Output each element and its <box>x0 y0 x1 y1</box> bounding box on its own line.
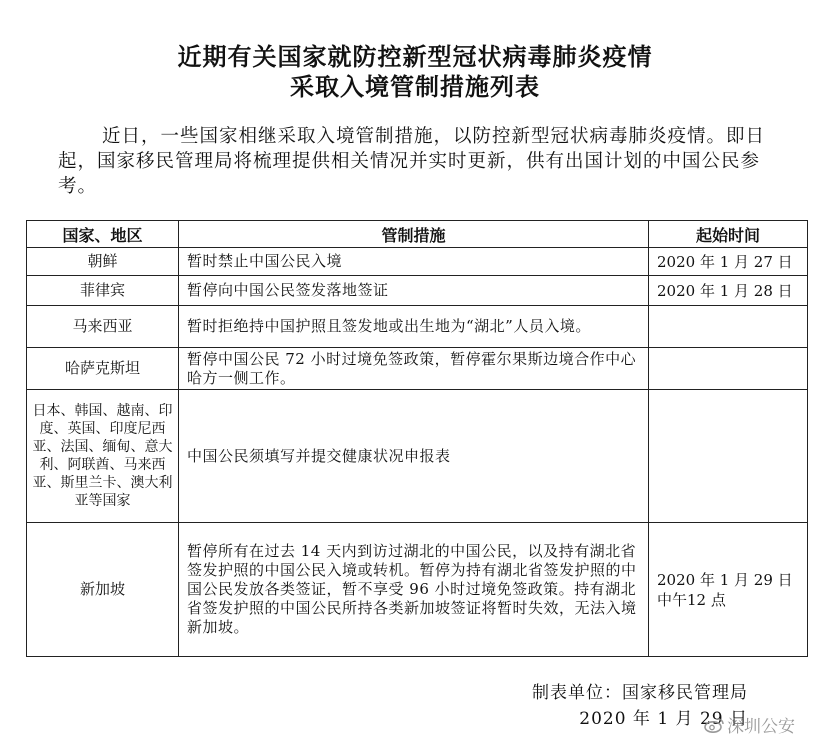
cell-date <box>649 306 808 348</box>
document-title <box>0 42 830 102</box>
header-measure: 管制措施 <box>179 221 649 248</box>
cell-measure: 暂时拒绝持中国护照且签发地或出生地为“湖北”人员入境。 <box>179 306 649 348</box>
cell-country: 菲律宾 <box>27 276 179 306</box>
cell-country: 哈萨克斯坦 <box>27 348 179 390</box>
footer-date: 2020 年 1 月 29 日 <box>579 709 748 729</box>
weibo-icon <box>704 717 724 733</box>
intro-paragraph <box>58 124 780 199</box>
table-row <box>27 390 808 523</box>
footer-unit: 制表单位：国家移民管理局 <box>532 683 748 703</box>
intro-text: 近日，一些国家相继采取入境管制措施，以防控新型冠状病毒肺炎疫情。即日起，国家移民管理局将梳理提供相关情况并实时更新，供有出国计划的中国公民参考。 <box>58 126 766 197</box>
title-line-1: 近期有关国家就防控新型冠状病毒肺炎疫情 <box>177 43 653 71</box>
cell-country: 马来西亚 <box>27 306 179 348</box>
cell-measure: 暂停向中国公民签发落地签证 <box>179 276 649 306</box>
cell-date <box>649 390 808 523</box>
cell-country: 朝鲜 <box>27 248 179 276</box>
cell-measure: 中国公民须填写并提交健康状况申报表 <box>179 390 649 523</box>
table-row <box>27 523 808 657</box>
cell-measure: 暂停所有在过去 14 天内到访过湖北的中国公民，以及持有湖北省签发护照的中国公民入境或转机。暂停为持有湖北省签发护照的中国公民发放各类签证，暂不享受 96 小时过境免签政策。持有湖北省签发护照的中国公民所持各类新加坡签证将暂时失效，无法入境新加坡。 <box>179 523 649 657</box>
table-header-row <box>27 221 808 248</box>
table-row <box>27 306 808 348</box>
table-row <box>27 248 808 276</box>
table-row <box>27 276 808 306</box>
cell-country: 新加坡 <box>27 523 179 657</box>
cell-date: 2020 年 1 月 27 日 <box>649 248 808 276</box>
header-country: 国家、地区 <box>27 221 179 248</box>
table-row <box>27 348 808 390</box>
measures-table <box>26 220 808 657</box>
watermark <box>704 712 795 737</box>
title-line-2: 采取入境管制措施列表 <box>290 73 540 101</box>
cell-date: 2020 年 1 月 29 日中午12 点 <box>649 523 808 657</box>
cell-measure: 暂停中国公民 72 小时过境免签政策，暂停霍尔果斯边境合作中心哈方一侧工作。 <box>179 348 649 390</box>
header-date: 起始时间 <box>649 221 808 248</box>
cell-measure: 暂时禁止中国公民入境 <box>179 248 649 276</box>
watermark-text: 深圳公安 <box>727 717 795 737</box>
cell-country: 日本、韩国、越南、印度、英国、印度尼西亚、法国、缅甸、意大利、阿联酋、马来西亚、斯里兰卡、澳大利亚等国家 <box>27 390 179 523</box>
cell-date <box>649 348 808 390</box>
cell-date: 2020 年 1 月 28 日 <box>649 276 808 306</box>
